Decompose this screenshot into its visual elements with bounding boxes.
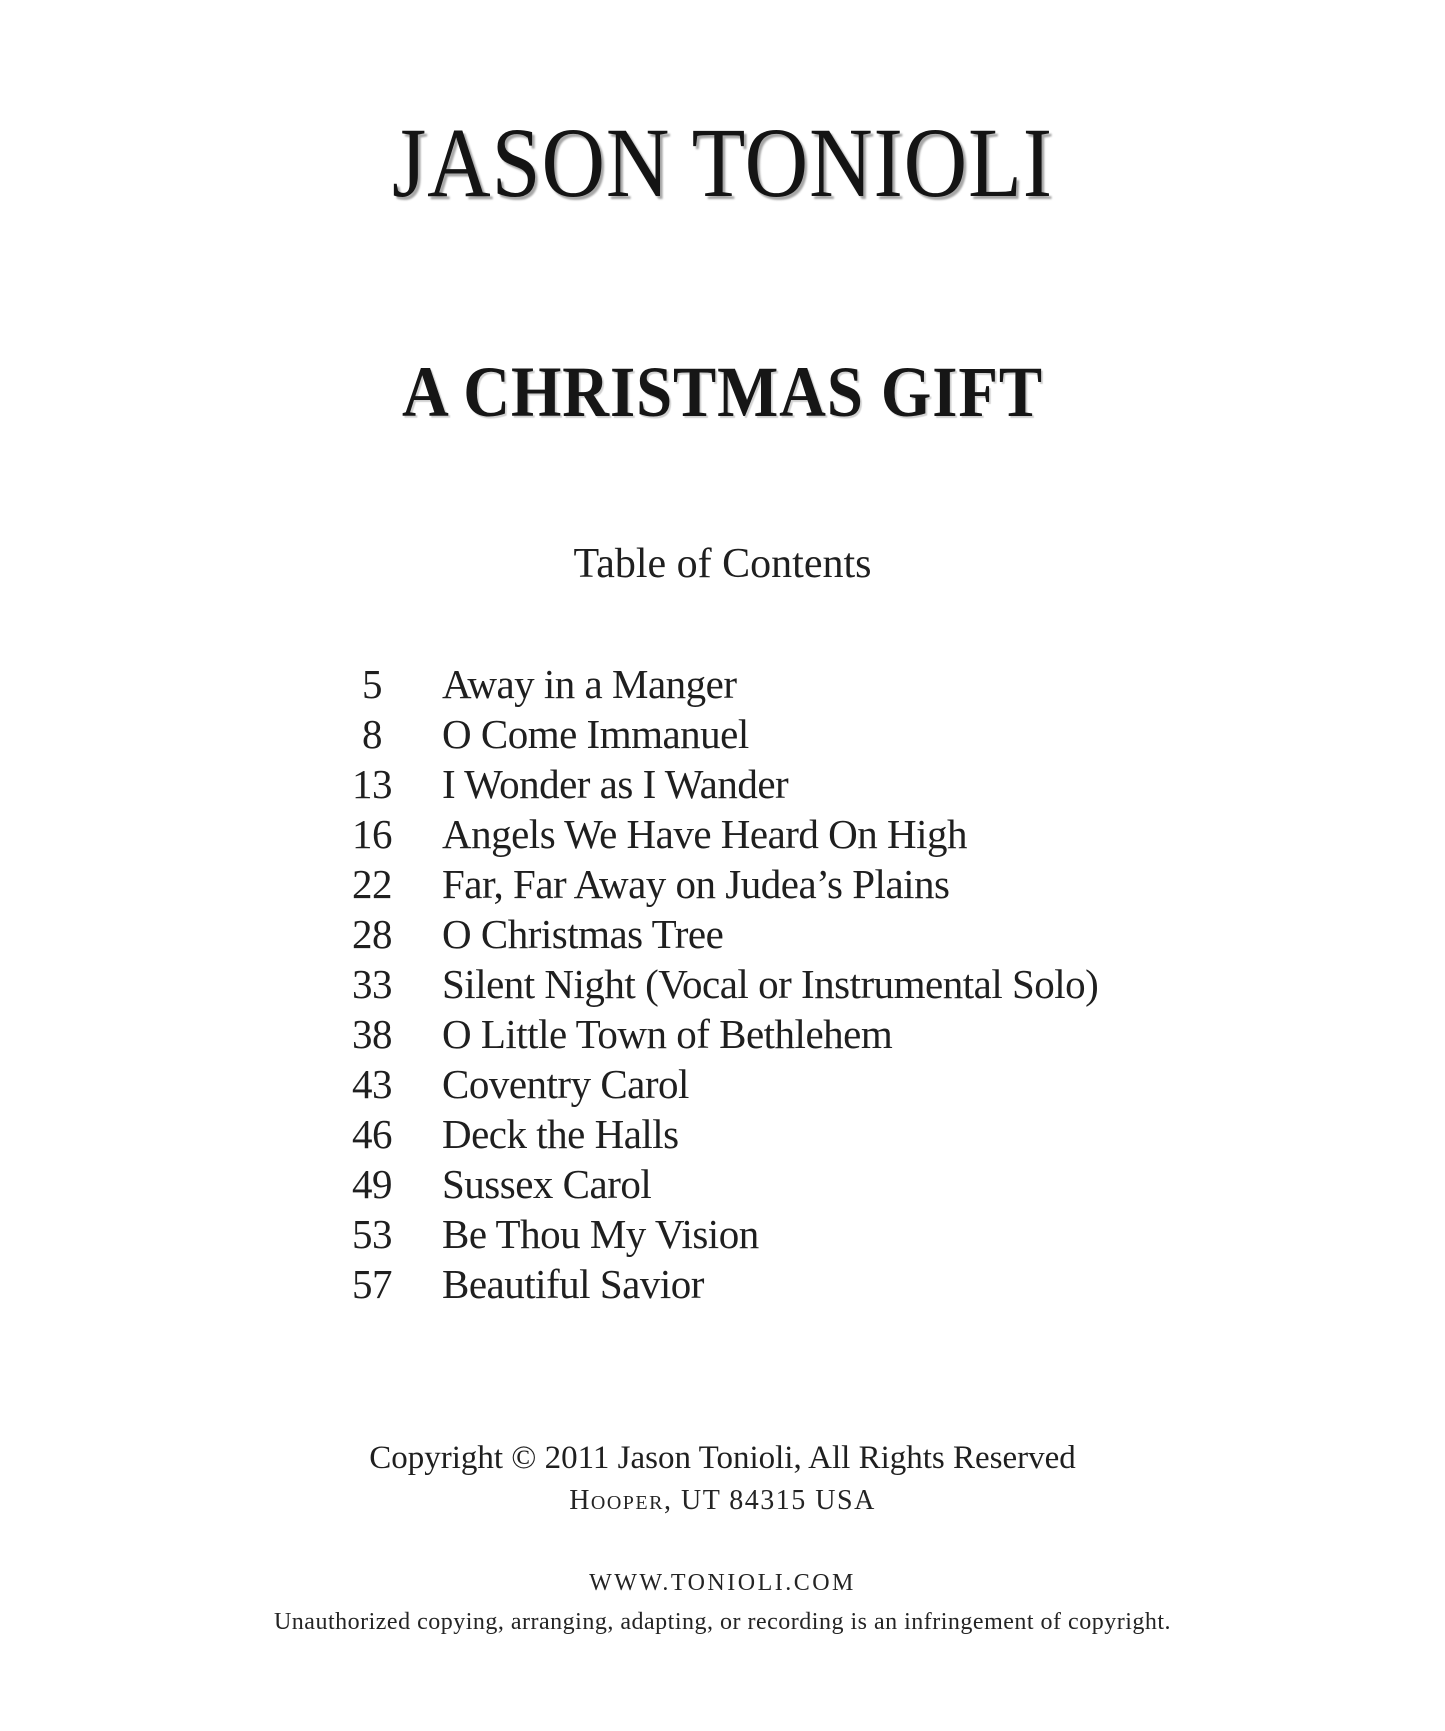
toc-entry <box>337 709 1098 759</box>
toc-page-number: 49 <box>352 1161 392 1207</box>
toc-entry <box>337 959 1098 1009</box>
toc-page-number: 46 <box>352 1111 392 1157</box>
toc-entry <box>337 1209 1098 1259</box>
toc-page-number: 5 <box>362 661 382 707</box>
toc-entry <box>337 1159 1098 1209</box>
toc-page-number: 28 <box>352 911 392 957</box>
toc-song-title: Beautiful Savior <box>442 1261 704 1307</box>
toc-page-number: 8 <box>362 711 382 757</box>
toc-entry <box>337 1259 1098 1309</box>
toc-song-title: O Little Town of Bethlehem <box>442 1011 893 1057</box>
toc-song-title: O Christmas Tree <box>442 911 724 957</box>
toc-page-number: 33 <box>352 961 392 1007</box>
copyright-line: Copyright © 2011 Jason Tonioli, All Rights Reserved <box>369 1440 1076 1476</box>
toc-page-number: 53 <box>352 1211 392 1257</box>
toc-entry <box>337 659 1098 709</box>
toc-entry <box>337 1059 1098 1109</box>
author-title: JASON TONIOLI <box>392 107 1053 218</box>
toc-song-title: Sussex Carol <box>442 1161 652 1207</box>
toc-song-title: Be Thou My Vision <box>442 1211 759 1257</box>
address-line: Hooper, UT 84315 USA <box>569 1485 876 1516</box>
toc-entry <box>337 859 1098 909</box>
toc-entry <box>337 809 1098 859</box>
toc-page-number: 13 <box>352 761 392 807</box>
toc-entry <box>337 1109 1098 1159</box>
toc-page-number: 57 <box>352 1261 392 1307</box>
toc-song-title: Away in a Manger <box>442 661 737 707</box>
toc-page-number: 16 <box>352 811 392 857</box>
toc-page-number: 22 <box>352 861 392 907</box>
legal-notice: Unauthorized copying, arranging, adapting, or recording is an infringement of copyright. <box>273 1609 1172 1635</box>
toc-entry <box>337 1009 1098 1059</box>
toc-song-title: Angels We Have Heard On High <box>442 811 968 857</box>
toc-heading: Table of Contents <box>573 541 872 587</box>
toc-page-number: 38 <box>352 1011 392 1057</box>
toc-song-title: Far, Far Away on Judea’s Plains <box>442 861 950 907</box>
toc-song-title: O Come Immanuel <box>442 711 749 757</box>
toc-song-title: Silent Night (Vocal or Instrumental Solo) <box>442 961 1099 1007</box>
website-link: WWW.TONIOLI.COM <box>589 1570 856 1596</box>
book-title: A CHRISTMAS GIFT <box>402 352 1043 432</box>
toc-entry <box>337 909 1098 959</box>
toc-song-title: Coventry Carol <box>442 1061 689 1107</box>
toc-song-title: Deck the Halls <box>442 1111 679 1157</box>
toc-song-title: I Wonder as I Wander <box>442 761 789 807</box>
table-of-contents <box>337 659 1098 1309</box>
toc-entry <box>337 759 1098 809</box>
toc-page-number: 43 <box>352 1061 392 1107</box>
